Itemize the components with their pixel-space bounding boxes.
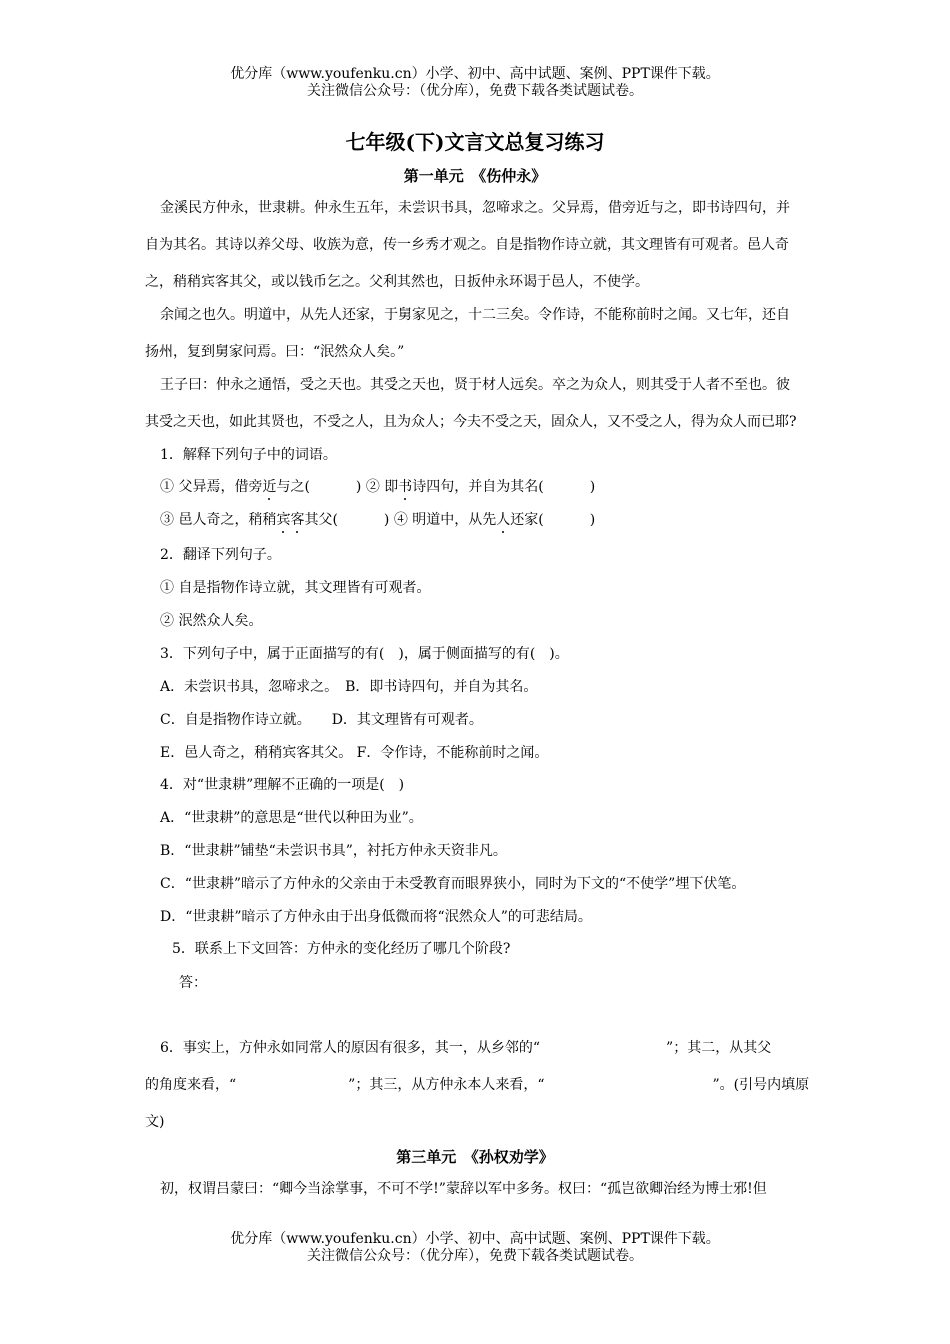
question-1-stem: 1．解释下列句子中的词语。	[160, 447, 337, 463]
footer-line-1: 优分库（www.youfenku.cn）小学、初中、高中试题、案例、PPT课件下载。	[230, 1231, 720, 1247]
passage-line: 王子曰：仲永之通悟，受之天也。其受之天也，贤于材人远矣。卒之为众人，则其受于人者不至也。彼	[160, 377, 790, 393]
q1-item-c: ③ 邑人奇之，稍稍宾客其父( )	[160, 512, 390, 528]
passage-line: 之，稍稍宾客其父，或以钱币乞之。父利其然也，日扳仲永环谒于邑人，不使学。	[145, 274, 649, 290]
passage-line: 余闻之也久。明道中，从先人还家，于舅家见之，十二三矣。令作诗，不能称前时之闻。又七年，还自	[160, 307, 790, 323]
question-4-option-a: A．“世隶耕”的意思是“世代以种田为业”。	[160, 810, 423, 826]
question-2-stem: 2．翻译下列句子。	[160, 547, 281, 563]
page-footer	[0, 1231, 950, 1265]
question-2-sentence-1: ① 自是指物作诗立就，其文理皆有可观者。	[160, 580, 431, 596]
page-header	[0, 66, 950, 100]
page-title: 七年级(下)文言文总复习练习	[345, 130, 605, 154]
question-4-option-c: C．“世隶耕”暗示了方仲永的父亲由于未受教育而眼界狭小，同时为下文的“不使学”埋下伏笔。	[160, 876, 746, 892]
question-6-line-3: 文)	[145, 1114, 165, 1130]
question-5-answer-label: 答：	[179, 975, 207, 991]
unit3-heading: 第三单元 《孙权劝学》	[396, 1148, 554, 1166]
passage-line: 扬州，复到舅家问焉。曰：“泯然众人矣。”	[145, 344, 405, 360]
header-line-2: 关注微信公众号：（优分库），免费下载各类试题试卷。	[307, 83, 643, 99]
question-5-stem: 5．联系上下文回答：方仲永的变化经历了哪几个阶段?	[172, 941, 511, 957]
question-4-stem: 4．对“世隶耕”理解不正确的一项是( )	[160, 777, 405, 793]
passage-line: 其受之天也，如此其贤也，不受之人，且为众人；今夫不受之天，固众人，又不受之人，得为众人而已耶?	[145, 414, 797, 430]
header-line-1: 优分库（www.youfenku.cn）小学、初中、高中试题、案例、PPT课件下载。	[230, 66, 720, 82]
question-4-option-b: B．“世隶耕”铺垫“未尝识书具”，衬托方仲永天资非凡。	[160, 843, 507, 859]
unit1-heading: 第一单元 《伤仲永》	[403, 167, 547, 185]
passage-line: 自为其名。其诗以养父母、收族为意，传一乡秀才观之。自是指物作诗立就，其文理皆有可观者。邑人奇	[145, 237, 789, 253]
question-3-options-cd: C．自是指物作诗立就。 D．其文理皆有可观者。	[160, 712, 483, 728]
question-3-options-ef: E．邑人奇之，稍稍宾客其父。 F．令作诗，不能称前时之闻。	[160, 745, 549, 761]
footer-line-2: 关注微信公众号：（优分库），免费下载各类试题试卷。	[307, 1248, 643, 1264]
q1-item-b: ② 即书诗四句，并自为其名( )	[365, 479, 596, 495]
question-1-row-2	[160, 511, 830, 529]
q1-item-d: ④ 明道中，从先人还家( )	[393, 512, 596, 528]
question-6-line-2: 的角度来看，“ ”；其三，从方仲永本人来看，“ ”。(引号内填原	[145, 1077, 810, 1093]
passage-line: 初，权谓吕蒙曰：“卿今当涂掌事，不可不学!”蒙辞以军中多务。权曰：“孤岂欲卿治经为博士邪!但	[160, 1181, 767, 1197]
question-3-options-ab: A．未尝识书具，忽啼求之。 B．即书诗四句，并自为其名。	[160, 679, 538, 695]
question-6-line-1: 6．事实上，方仲永如同常人的原因有很多，其一，从乡邻的“ ”；其二，从其父	[160, 1040, 772, 1056]
q1-item-a: ① 父异焉，借旁近与之( )	[160, 479, 362, 495]
question-4-option-d: D．“世隶耕”暗示了方仲永由于出身低微而将“泯然众人”的可悲结局。	[160, 909, 592, 925]
question-3-stem: 3．下列句子中，属于正面描写的有( )，属于侧面描写的有( )。	[160, 646, 569, 662]
question-2-sentence-2: ② 泯然众人矣。	[160, 613, 263, 629]
passage-line: 金溪民方仲永，世隶耕。仲永生五年，未尝识书具，忽啼求之。父异焉，借旁近与之，即书诗四句，并	[160, 200, 790, 216]
question-1-row-1	[160, 478, 830, 496]
